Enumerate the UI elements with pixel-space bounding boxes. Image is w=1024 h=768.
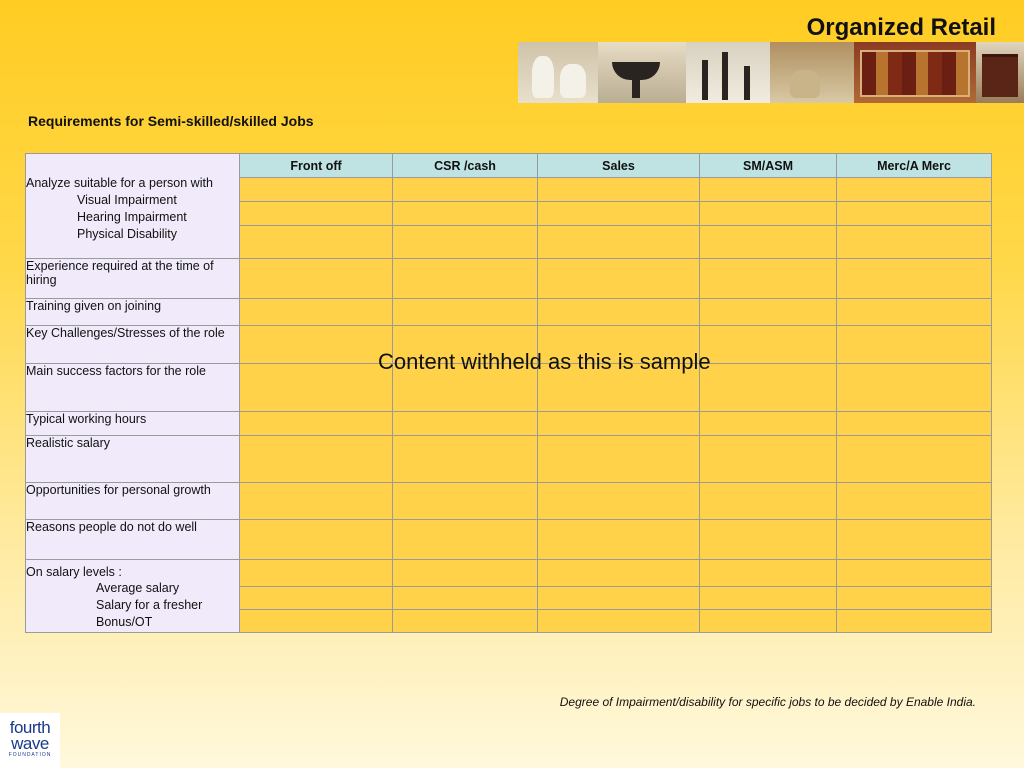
banner-panel-rug xyxy=(854,42,976,103)
table-cell xyxy=(837,560,992,587)
column-header-sm-asm: SM/ASM xyxy=(700,154,837,178)
column-header-front-off: Front off xyxy=(240,154,393,178)
row-label-salary-levels xyxy=(26,560,240,633)
logo-line-3: FOUNDATION xyxy=(8,752,52,758)
table-cell xyxy=(837,259,992,299)
salary-sub-fresher: Salary for a fresher xyxy=(96,598,203,612)
table-cell xyxy=(240,299,393,326)
retail-product-banner xyxy=(518,42,1024,103)
banner-panel-bowl xyxy=(598,42,686,103)
table-cell xyxy=(837,202,992,226)
salary-sub-average: Average salary xyxy=(96,581,180,595)
table-row xyxy=(26,299,992,326)
table-row xyxy=(26,520,992,560)
table-cell xyxy=(700,483,837,520)
table-row xyxy=(26,483,992,520)
table-cell xyxy=(700,299,837,326)
salary-sub-bonus: Bonus/OT xyxy=(96,615,153,629)
fourth-wave-logo xyxy=(0,713,60,768)
table-cell xyxy=(393,226,538,259)
table-cell xyxy=(837,412,992,436)
row-label-challenges: Key Challenges/Stresses of the role xyxy=(26,326,240,364)
table-cell xyxy=(393,202,538,226)
sample-watermark: Content withheld as this is sample xyxy=(378,349,711,374)
table-cell xyxy=(393,178,538,202)
table-cell xyxy=(393,610,538,633)
table-cell xyxy=(837,226,992,259)
table-cell xyxy=(837,610,992,633)
table-cell xyxy=(837,587,992,610)
table-cell xyxy=(700,610,837,633)
row-label-experience: Experience required at the time of hiring xyxy=(26,259,240,299)
table-cell xyxy=(700,259,837,299)
table-cell xyxy=(837,326,992,364)
banner-panel-cabinet xyxy=(976,42,1024,103)
table-row xyxy=(26,560,992,587)
table-cell xyxy=(837,483,992,520)
table-cell xyxy=(538,226,700,259)
banner-panel-vases xyxy=(518,42,598,103)
table-cell xyxy=(240,436,393,483)
section-subtitle: Requirements for Semi-skilled/skilled Jobs xyxy=(28,113,314,129)
logo-line-2: wave xyxy=(11,734,49,753)
table-cell xyxy=(393,587,538,610)
table-cell xyxy=(240,587,393,610)
table-cell xyxy=(240,483,393,520)
table-cell xyxy=(837,520,992,560)
table-cell xyxy=(538,412,700,436)
banner-panel-candles xyxy=(686,42,770,103)
analyze-label: Analyze suitable for a person with xyxy=(26,176,213,190)
table-cell xyxy=(700,436,837,483)
table-cell xyxy=(393,299,538,326)
column-header-csr-cash: CSR /cash xyxy=(393,154,538,178)
table-cell xyxy=(837,178,992,202)
footnote: Degree of Impairment/disability for specific jobs to be decided by Enable India. xyxy=(559,695,976,709)
table-cell xyxy=(240,259,393,299)
column-header-merc: Merc/A Merc xyxy=(837,154,992,178)
table-cell xyxy=(700,364,837,412)
table-cell xyxy=(700,178,837,202)
row-label-analyze xyxy=(26,154,240,259)
table-cell xyxy=(700,202,837,226)
salary-levels-label: On salary levels : xyxy=(26,565,122,579)
logo-line-1: fourth xyxy=(9,718,51,737)
row-label-reasons: Reasons people do not do well xyxy=(26,520,240,560)
table-row xyxy=(26,436,992,483)
row-label-growth: Opportunities for personal growth xyxy=(26,483,240,520)
row-label-success: Main success factors for the role xyxy=(26,364,240,412)
table-cell xyxy=(240,202,393,226)
analyze-sub-hearing: Hearing Impairment xyxy=(77,210,187,224)
table-cell xyxy=(837,364,992,412)
table-cell xyxy=(538,560,700,587)
table-cell xyxy=(538,178,700,202)
table-cell xyxy=(240,326,393,364)
table-cell xyxy=(700,587,837,610)
table-cell xyxy=(393,520,538,560)
row-label-training: Training given on joining xyxy=(26,299,240,326)
table-cell xyxy=(837,299,992,326)
analyze-sub-visual: Visual Impairment xyxy=(77,193,177,207)
table-cell xyxy=(240,364,393,412)
slide-title: Organized Retail xyxy=(806,14,996,41)
column-header-sales: Sales xyxy=(538,154,700,178)
table-cell xyxy=(393,412,538,436)
table-cell xyxy=(538,436,700,483)
table-cell xyxy=(700,560,837,587)
table-cell xyxy=(240,560,393,587)
table-cell xyxy=(700,412,837,436)
table-cell xyxy=(538,299,700,326)
table-cell xyxy=(700,520,837,560)
table-cell xyxy=(393,436,538,483)
table-cell xyxy=(538,610,700,633)
table-cell xyxy=(393,259,538,299)
table-cell xyxy=(240,226,393,259)
table-cell xyxy=(240,520,393,560)
table-cell xyxy=(538,259,700,299)
table-cell xyxy=(393,560,538,587)
banner-panel-decor xyxy=(770,42,854,103)
table-cell xyxy=(837,436,992,483)
row-label-hours: Typical working hours xyxy=(26,412,240,436)
table-cell xyxy=(240,412,393,436)
analyze-sub-physical: Physical Disability xyxy=(77,227,178,241)
table-row xyxy=(26,412,992,436)
table-cell xyxy=(700,326,837,364)
table-cell xyxy=(538,520,700,560)
table-cell xyxy=(240,178,393,202)
row-label-salary: Realistic salary xyxy=(26,436,240,483)
table-row xyxy=(26,259,992,299)
header-row xyxy=(26,154,992,178)
table-cell xyxy=(538,483,700,520)
table-cell xyxy=(538,202,700,226)
table-cell xyxy=(240,610,393,633)
requirements-table xyxy=(25,153,992,633)
table-cell xyxy=(538,587,700,610)
table-cell xyxy=(393,483,538,520)
table-cell xyxy=(700,226,837,259)
